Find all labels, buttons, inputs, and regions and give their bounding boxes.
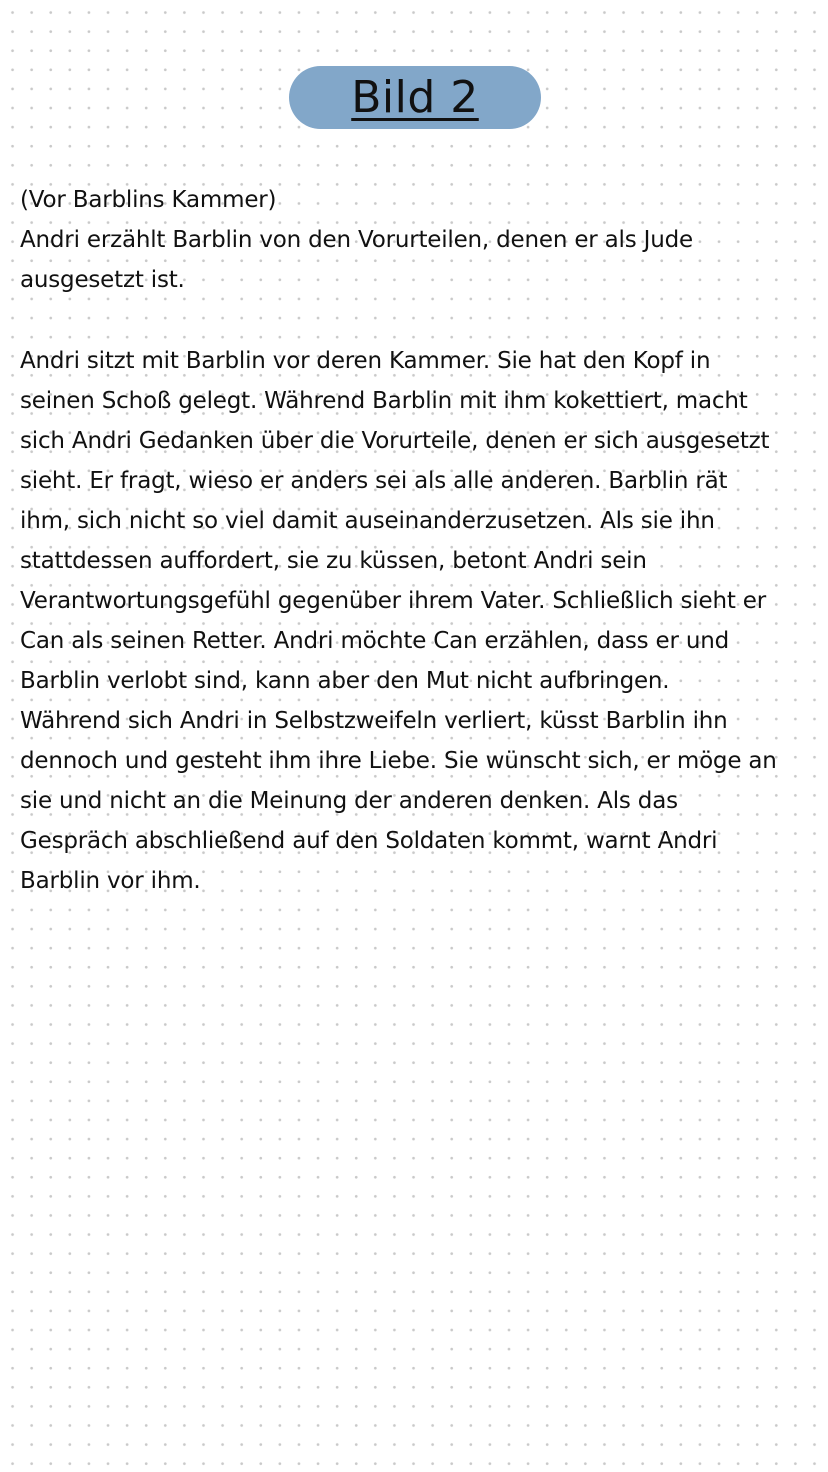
scene-location: (Vor Barblins Kammer) bbox=[20, 187, 277, 213]
intro-line: ausgesetzt ist. bbox=[20, 267, 185, 293]
summary-line: Verantwortungsgefühl gegenüber ihrem Vater. Schließlich sieht er bbox=[20, 588, 766, 614]
summary-line: seinen Schoß gelegt. Während Barblin mit ihm kokettiert, macht bbox=[20, 388, 748, 414]
summary-line: Barblin vor ihm. bbox=[20, 868, 201, 894]
summary-line: Can als seinen Retter. Andri möchte Can erzählen, dass er und bbox=[20, 628, 730, 654]
summary-line: Barblin verlobt sind, kann aber den Mut nicht aufbringen. bbox=[20, 668, 670, 694]
summary-line: Andri sitzt mit Barblin vor deren Kammer. Sie hat den Kopf in bbox=[20, 348, 711, 374]
summary-line: dennoch und gesteht ihm ihre Liebe. Sie wünscht sich, er möge an bbox=[20, 748, 777, 774]
summary-line: sie und nicht an die Meinung der anderen denken. Als das bbox=[20, 788, 678, 814]
page-title: Bild 2 bbox=[351, 71, 479, 123]
summary-line: stattdessen auffordert, sie zu küssen, betont Andri sein bbox=[20, 548, 647, 574]
summary-line: Während sich Andri in Selbstzweifeln verliert, küsst Barblin ihn bbox=[20, 708, 728, 734]
summary-line: sieht. Er fragt, wieso er anders sei als alle anderen. Barblin rät bbox=[20, 468, 728, 494]
summary-paragraph bbox=[20, 341, 820, 901]
scene-intro bbox=[20, 180, 820, 300]
intro-line: Andri erzählt Barblin von den Vorurteilen, denen er als Jude bbox=[20, 227, 693, 253]
summary-line: ihm, sich nicht so viel damit auseinanderzusetzen. Als sie ihn bbox=[20, 508, 715, 534]
summary-line: sich Andri Gedanken über die Vorurteile, denen er sich ausgesetzt bbox=[20, 428, 770, 454]
summary-line: Gespräch abschließend auf den Soldaten kommt, warnt Andri bbox=[20, 828, 718, 854]
title-pill bbox=[289, 66, 541, 129]
